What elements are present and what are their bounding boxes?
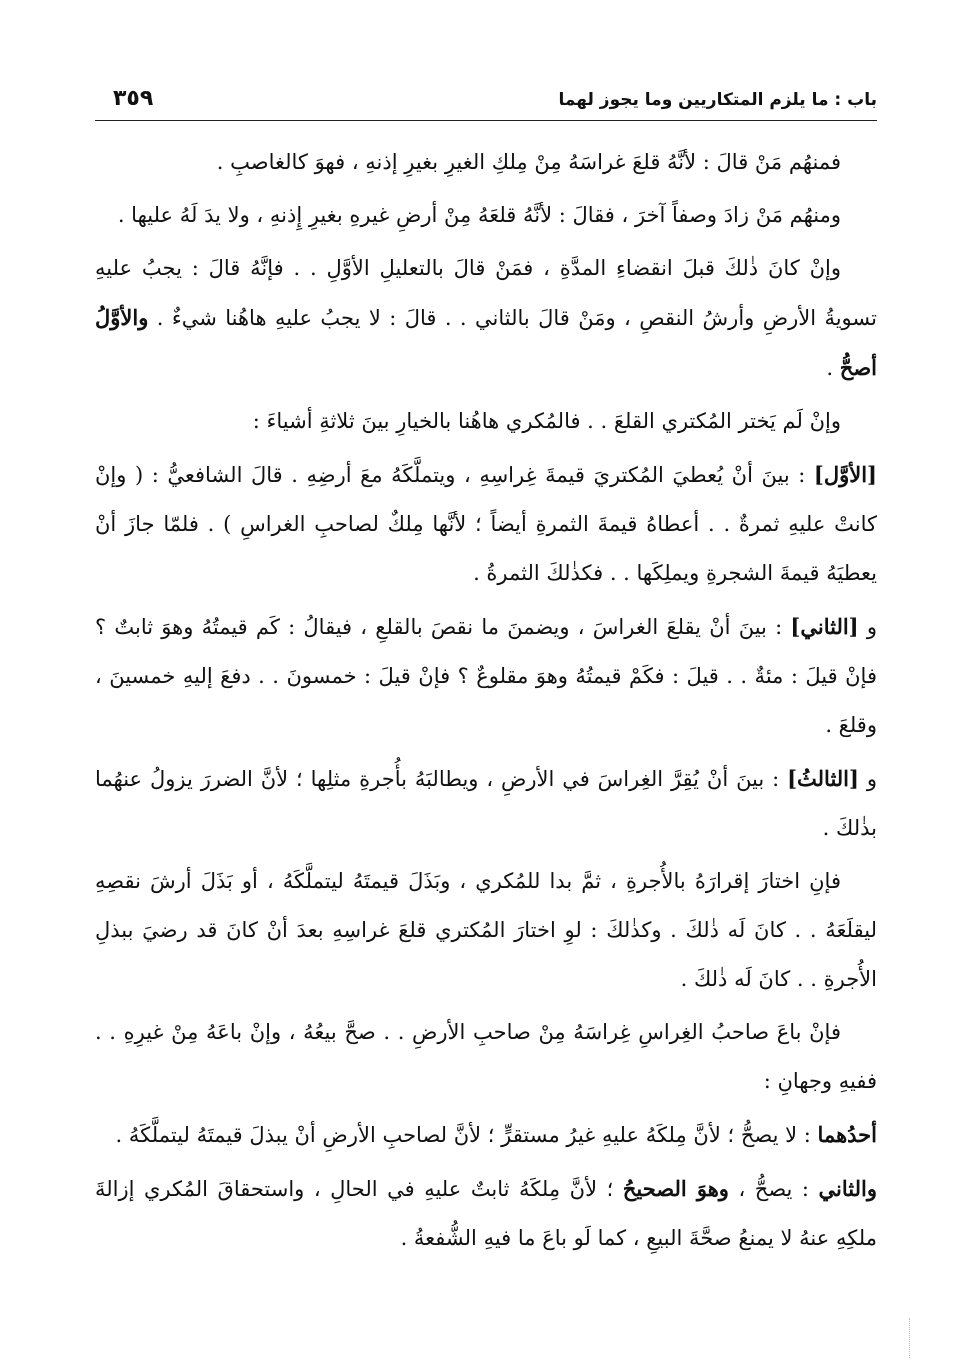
paragraph-9 xyxy=(95,1008,877,1106)
conjunction: و xyxy=(858,615,877,639)
paragraph-8 xyxy=(95,857,877,1004)
paragraph-6 xyxy=(95,602,877,750)
paragraph-text: : لا يصحُّ ؛ لأنَّ مِلكَهُ عليهِ غيرُ مستقرٍّ ؛ لأنَّ لصاحبِ الأرضِ أنْ يبذلَ قيمتَهُ ليتملَّكَهُ . xyxy=(115,1123,818,1147)
paragraph-text: فإنِ اختارَ إقرارَهُ بالأُجرةِ ، ثمَّ بدا للمُكري ، وبَذَلَ قيمتَهُ ليتملَّكَهُ ، أو بَذَلَ أرشَ نقصِهِ ليقلَعَهُ . . كانَ لَه ذٰلكَ . وكذٰلكَ : لوِ اختارَ المُكتري قلعَ غراسِهِ بعدَ أنْ كانَ قد رضيَ ببذلِ الأُجرةِ . . كانَ لَه ذٰلكَ . xyxy=(95,869,877,991)
paragraph-text: فمنهُم مَنْ قالَ : لأنَّهُ قلعَ غراسَهُ مِنْ مِلكِ الغيرِ بغيرِ إذنهِ ، فهوَ كالغاصبِ . xyxy=(216,150,841,174)
paragraph-4 xyxy=(95,397,877,446)
paragraph-text-continued: ؛ لأنَّ مِلكَهُ ثابتٌ عليهِ في الحالِ ، واستحقاقَ المُكري إزالةَ ملكِهِ عنهُ لا يمنعُ صحَّةَ البيعِ ، كما لَو باعَ ما فيهِ الشُّفعةُ . xyxy=(95,1177,877,1250)
chapter-title: باب : ما يلزم المتكاريين وما يجوز لهما xyxy=(558,90,877,110)
correct-opinion: وهوَ الصحيحُ xyxy=(622,1176,729,1201)
paragraph-2 xyxy=(95,191,877,240)
option-label: [الثالثُ] xyxy=(787,766,859,791)
paragraph-7 xyxy=(95,754,877,853)
paragraph-text: فإنْ باعَ صاحبُ الغِراسِ غِراسَهُ مِنْ صاحبِ الأرضِ . . صحَّ بيعُهُ ، وإنْ باعَهُ مِنْ غيرِهِ . . ففيهِ وجهانِ : xyxy=(95,1020,877,1093)
conjunction: و xyxy=(858,767,877,791)
paragraph-10 xyxy=(95,1110,877,1160)
preferred-opinion: والأوَّلُ أصحُّ xyxy=(95,305,877,380)
paragraph-text: : بينَ أنْ يُقِرَّ الغِراسَ في الأرضِ ، ويطالبَهُ بأُجرةِ مثلِها ؛ لأنَّ الضررَ يزولُ عنهُما بذٰلكَ . xyxy=(95,767,877,840)
page-number: ٣٥٩ xyxy=(113,86,154,111)
body-text xyxy=(95,138,877,1263)
paragraph-text: ومنهُم مَنْ زادَ وصفاً آخرَ ، فقالَ : لأنَّهُ قلعَهُ مِنْ أرضِ غيرهِ بغيرِ إِذنهِ ، ولا يدَ لَهُ عليها . xyxy=(117,203,841,227)
paragraph-5 xyxy=(95,450,877,598)
opinion-label: والثاني xyxy=(818,1176,877,1201)
running-header xyxy=(95,80,877,121)
option-label: [الأوَّل] xyxy=(813,462,877,487)
paragraph-text: وإنْ لَم يَختر المُكتري القلعَ . . فالمُكري هاهُنا بالخيارِ بينَ ثلاثةِ أشياءَ : xyxy=(252,409,841,433)
paragraph-3 xyxy=(95,244,877,393)
paragraph-1 xyxy=(95,138,877,187)
paragraph-text: وإنْ كانَ ذٰلكَ قبلَ انقضاءِ المدَّةِ ، فمَنْ قالَ بالتعليلِ الأوَّلِ . . فإنَّهُ قالَ : يجبُ عليهِ تسويةُ الأرضِ وأرشُ النقصِ ، ومَنْ قالَ بالثاني . . قالَ : لا يجبُ عليهِ هاهُنا شيءٌ . xyxy=(95,256,877,330)
option-label: [الثاني] xyxy=(790,614,859,639)
paragraph-11 xyxy=(95,1164,877,1263)
paragraph-text: : بينَ أنْ يقلعَ الغراسَ ، ويضمنَ ما نقصَ بالقلعِ ، فيقالُ : كَم قيمتُهُ وهوَ ثابتٌ ؟ فإنْ قيلَ : مئةٌ . . قيلَ : فكَمْ قيمتُهُ وهوَ مقلوعٌ ؟ فإنْ قيلَ : خمسونَ . . دفعَ إليهِ خمسينَ ، وقلعَ . xyxy=(95,615,877,737)
scan-edge-marks xyxy=(909,1318,914,1358)
book-page xyxy=(95,80,877,1340)
paragraph-text: : بينَ أنْ يُعطيَ المُكتريَ قيمةَ غِراسِهِ ، ويتملَّكَهُ معَ أرضِهِ . قالَ الشافعيُّ : ( وإنْ كانتْ عليهِ ثمرةٌ . . أعطاهُ قيمةَ الثمرةِ أيضاً ؛ لأنَّها مِلكٌ لصاحبِ الغراسِ ) . فلمّا جازَ أنْ يعطيَهُ قيمةَ الشجرةِ ويملِكَها . . فكذٰلكَ الثمرةُ . xyxy=(95,463,877,585)
paragraph-text: : يصحُّ ، xyxy=(728,1177,819,1201)
paragraph-end: . xyxy=(826,356,840,380)
opinion-label: أحدُهما xyxy=(817,1122,877,1147)
